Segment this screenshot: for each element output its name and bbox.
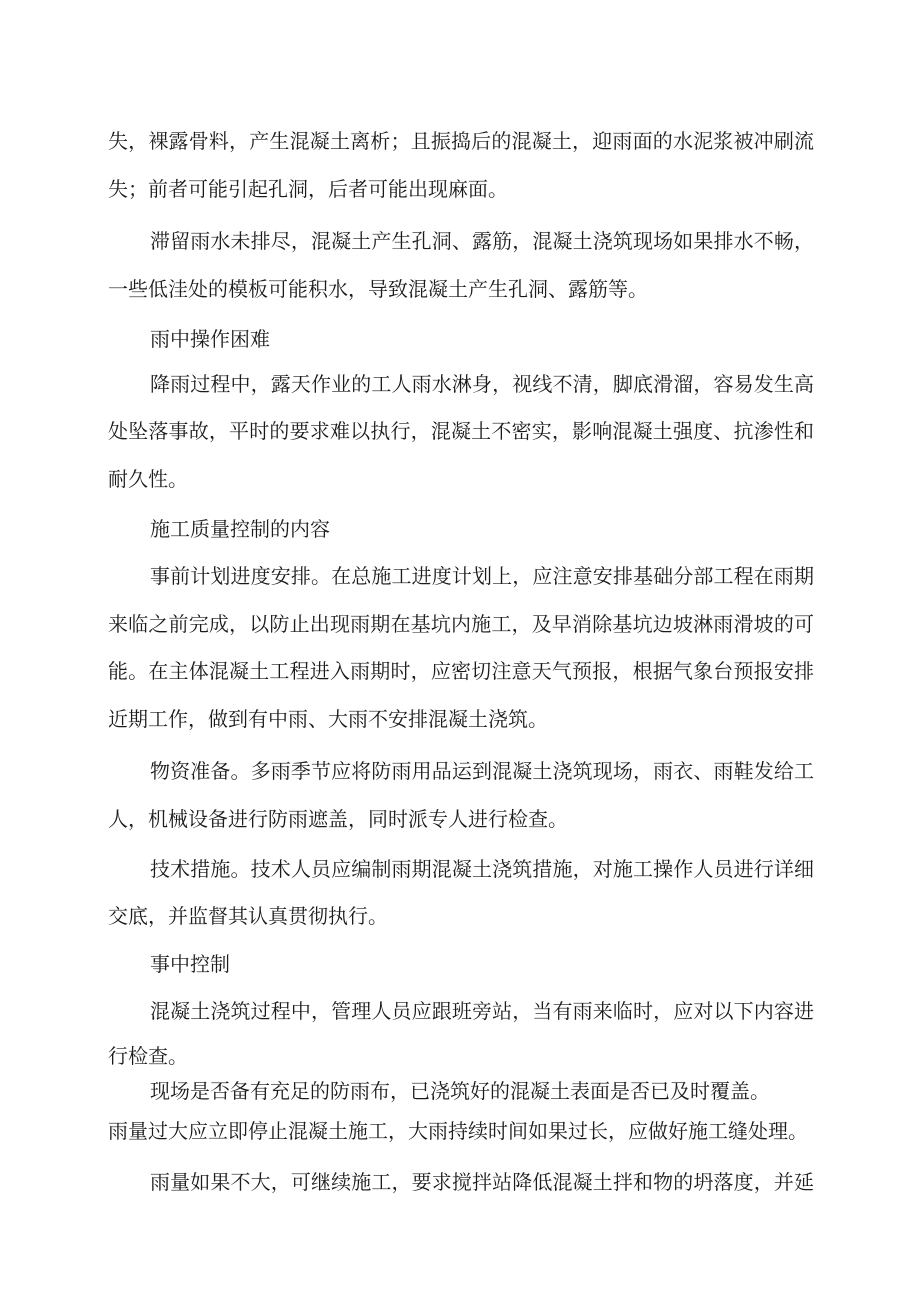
text-line: 混凝土浇筑过程中，管理人员应跟班旁站，当有雨来临时，应对以下内容进 [150, 999, 814, 1023]
text-line: 行检查。 [108, 1044, 188, 1068]
text-line: 一些低洼处的模板可能积水，导致混凝土产生孔洞、露筋等。 [108, 277, 648, 301]
text-line: 物资准备。多雨季节应将防雨用品运到混凝土浇筑现场，雨衣、雨鞋发给工 [150, 759, 814, 783]
text-line: 来临之前完成，以防止出现雨期在基坑内施工，及早消除基坑边坡淋雨滑坡的可 [108, 612, 814, 636]
text-line: 降雨过程中，露天作业的工人雨水淋身，视线不清，脚底滑溜，容易发生高 [150, 372, 814, 396]
text-line: 雨量过大应立即停止混凝土施工，大雨持续时间如果过长，应做好施工缝处理。 [108, 1119, 808, 1143]
section-heading: 事中控制 [150, 952, 230, 976]
text-line: 失，裸露骨料，产生混凝土离析；且振捣后的混凝土，迎雨面的水泥浆被冲刷流 [108, 129, 814, 153]
text-line: 滞留雨水未排尽，混凝土产生孔洞、露筋，混凝土浇筑现场如果排水不畅， [150, 229, 814, 253]
text-line: 失；前者可能引起孔洞，后者可能出现麻面。 [108, 177, 508, 201]
text-line: 人，机械设备进行防雨遮盖，同时派专人进行检查。 [108, 807, 568, 831]
text-line: 处坠落事故，平时的要求难以执行，混凝土不密实，影响混凝土强度、抗渗性和 [108, 419, 814, 443]
text-line: 能。在主体混凝土工程进入雨期时，应密切注意天气预报，根据气象台预报安排 [108, 659, 814, 683]
text-line: 耐久性。 [108, 467, 188, 491]
text-line: 雨量如果不大，可继续施工，要求搅拌站降低混凝土拌和物的坍落度，并延 [150, 1170, 814, 1194]
text-line: 技术措施。技术人员应编制雨期混凝土浇筑措施，对施工操作人员进行详细 [150, 857, 814, 881]
text-line: 近期工作，做到有中雨、大雨不安排混凝土浇筑。 [108, 707, 548, 731]
section-heading: 施工质量控制的内容 [150, 517, 330, 541]
text-line: 现场是否备有充足的防雨布，已浇筑好的混凝土表面是否已及时覆盖。 [150, 1079, 770, 1103]
text-line: 事前计划进度安排。在总施工进度计划上，应注意安排基础分部工程在雨期 [150, 564, 814, 588]
section-heading: 雨中操作困难 [150, 327, 270, 351]
text-line: 交底，并监督其认真贯彻执行。 [108, 904, 388, 928]
